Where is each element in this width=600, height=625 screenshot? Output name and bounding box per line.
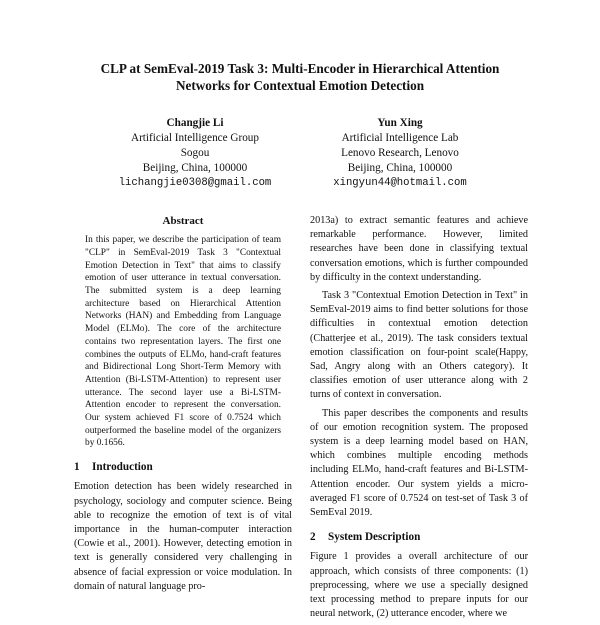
- system-paragraph: Figure 1 provides a overall architecture of our approach, which consists of three components: (1) preprocessing, where we use a specially designed text processing method to prepare inputs for our neural network, (2) utterance encoder, where we: [310, 551, 528, 620]
- paper-title: [60, 60, 540, 94]
- author-block-2: [300, 116, 500, 191]
- section-number: 2: [310, 531, 316, 544]
- title-line-1: CLP at SemEval-2019 Task 3: Multi-Encoder in Hierarchical Attention: [100, 61, 500, 76]
- author-name: Changjie Li: [166, 117, 224, 129]
- section-title: System Description: [328, 531, 421, 544]
- right-column: [310, 214, 528, 625]
- section-number: 1: [74, 461, 80, 474]
- abstract-heading: Abstract: [162, 215, 204, 227]
- author-org: Lenovo Research, Lenovo: [341, 147, 459, 159]
- right-paragraph-3: This paper describes the components and results of our emotion recognition system. The proposed system is a deep learning model based on HAN, which combines multiple encoding methods including ELMo, hand-craft features and Bi-LSTM-Attention encoder. Our system yields a micro-averaged F1 score of 0.7524 on test-set of Task 3 of SemEval 2019.: [310, 407, 528, 519]
- right-paragraph-2: Task 3 "Contextual Emotion Detection in Text" in SemEval-2019 aims to find better solutions for those difficulties in contextual emotion detection (Chatterjee et al., 2019). The task considers textual emotion classification on four-point scale(Happy, Sad, Angry along with an Others category). It classifies emotion of user utterance along with 2 turns of context in conversation.: [310, 290, 528, 401]
- author-affiliation: Artificial Intelligence Group: [131, 132, 259, 144]
- author-location: Beijing, China, 100000: [347, 162, 453, 174]
- author-email: lichangjie0308@gmail.com: [118, 177, 272, 189]
- author-location: Beijing, China, 100000: [142, 162, 248, 174]
- abstract-text: In this paper, we describe the participation of team "CLP" in SemEval-2019 Task 3 "Contextual Emotion Detection in Text" that aims to classify emotion of user utterance in textual conversation. The submitted system is a deep learning architecture based on Hierarchical Attention Networks (HAN) and Embedding from Language Model (ELMo). The core of the architecture contains two representation layers. The first one combines the outputs of ELMo, hand-craft features and Bidirectional Long Short-Term Memory with Attention (Bi-LSTM-Attention) to represent user utterance. The second layer use a Bi-LSTM-Attention encoder to represent the conversation. Our system achieved F1 score of 0.7524 which outperformed the baseline model of the organizers by 0.1656.: [85, 235, 281, 449]
- title-line-2: Networks for Contextual Emotion Detection: [175, 78, 425, 93]
- section-title: Introduction: [92, 461, 153, 474]
- intro-paragraph: Emotion detection has been widely researched in psychology, sociology and computer science. Being able to recognize the emotion of text is of vital importance in the human-computer interaction (Cowie et al., 2001). However, detecting emotion in text is generally considered very challenging in absence of facial expression or voice modulation. In domain of natural language pro-: [74, 481, 292, 592]
- left-column: [74, 214, 292, 598]
- author-block-1: [95, 116, 295, 191]
- author-name: Yun Xing: [377, 117, 423, 129]
- author-org: Sogou: [180, 147, 210, 159]
- section-heading-system-description: [310, 530, 528, 544]
- author-affiliation: Artificial Intelligence Lab: [341, 132, 459, 144]
- author-email: xingyun44@hotmail.com: [333, 177, 467, 189]
- section-heading-introduction: [74, 460, 292, 474]
- right-paragraph-1: 2013a) to extract semantic features and achieve remarkable performance. However, limited researches have been done in classifying textual conversation emotions, which is further compounded by difficulty in the context understanding.: [310, 215, 528, 283]
